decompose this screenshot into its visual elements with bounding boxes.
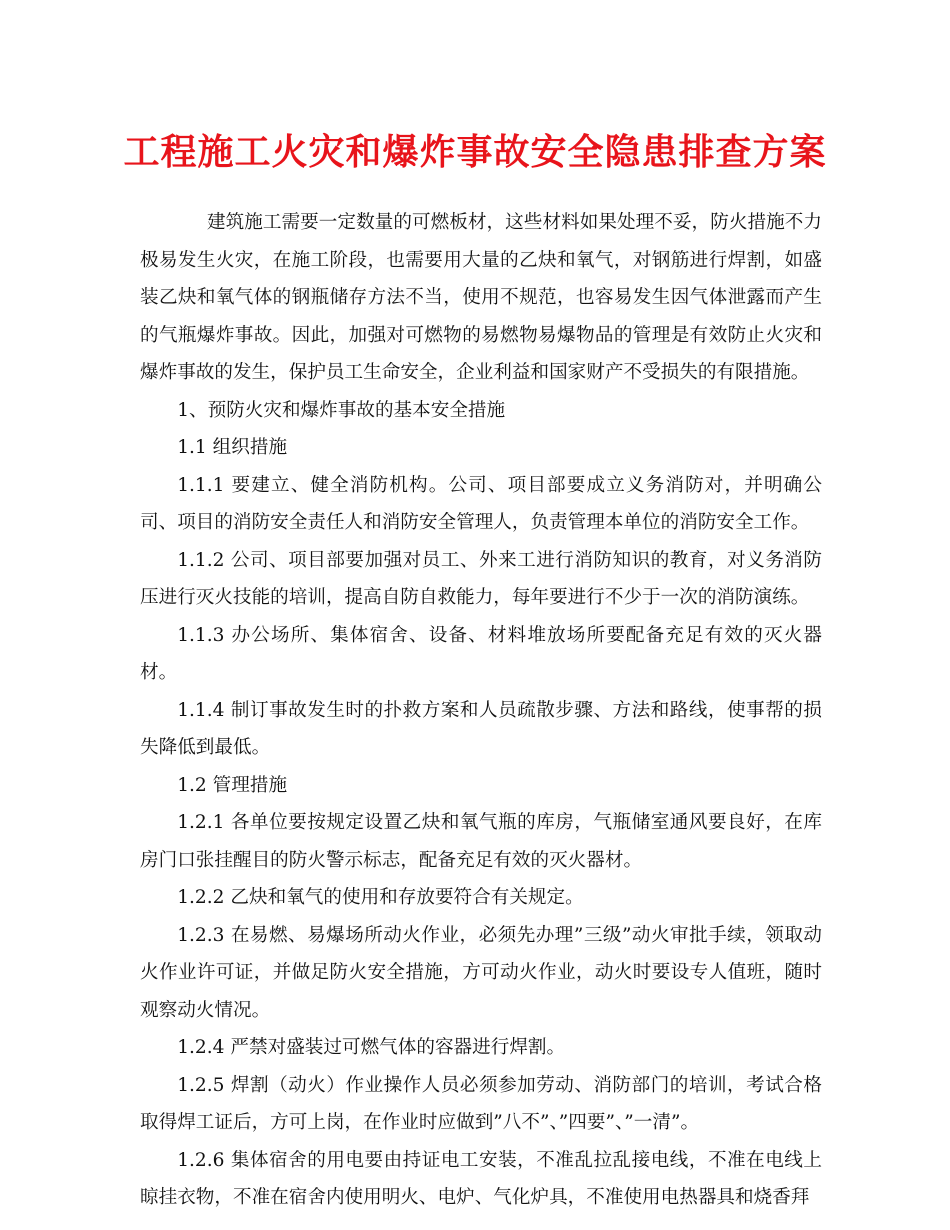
clause-1-2-2: 1.2.2 乙炔和氧气的使用和存放要符合有关规定。 (177, 887, 584, 908)
clause-1-2-1: 1.2.1 各单位要按规定设置乙炔和氧气瓶的库房，气瓶储室通风要良好，在库房门口张挂醒目的防火警示标志，配备充足有效的灭火器材。 (140, 812, 822, 871)
clause-1-2-3: 1.2.3 在易燃、易爆场所动火作业，必须先办理”三级”动火审批手续，领取动火作业许可证，并做足防火安全措施，方可动火作业，动火时要设专人值班，随时观察动火情况。 (140, 924, 822, 1021)
section-heading-1: 1、预防火灾和爆炸事故的基本安全措施 (177, 399, 506, 421)
clause-1-1-4: 1.1.4 制订事故发生时的扑救方案和人员疏散步骤、方法和路线，使事帮的损失降低到最低。 (140, 699, 822, 758)
clause-1-1-3: 1.1.3 办公场所、集体宿舍、设备、材料堆放场所要配备充足有效的灭火器材。 (140, 624, 822, 683)
clause-1-2-6: 1.2.6 集体宿舍的用电要由持证电工安装，不准乱拉乱接电线，不准在电线上晾挂衣物，不准在宿舍内使用明火、电炉、气化炉具，不准使用电热器具和烧香拜 (140, 1149, 822, 1208)
document-title: 工程施工火灾和爆炸事故安全隐患排查方案 (123, 131, 827, 173)
subsection-heading-1-2: 1.2 管理措施 (177, 774, 288, 796)
clause-1-1-2: 1.1.2 公司、项目部要加强对员工、外来工进行消防知识的教育，对义务消防压进行灭火技能的培训，提高自防自救能力，每年要进行不少于一次的消防演练。 (140, 549, 822, 608)
subsection-heading-1-1: 1.1 组织措施 (177, 437, 288, 458)
document-body (140, 204, 822, 1217)
clause-1-2-4: 1.2.4 严禁对盛装过可燃气体的容器进行焊割。 (177, 1037, 566, 1058)
clause-1-2-5: 1.2.5 焊割（动火）作业操作人员必须参加劳动、消防部门的培训，考试合格取得焊工证后，方可上岗，在作业时应做到”八不”、”四要”、”一清”。 (140, 1074, 822, 1133)
intro-paragraph: 建筑施工需要一定数量的可燃板材，这些材料如果处理不妥，防火措施不力极易发生火灾，在施工阶段，也需要用大量的乙炔和氧气，对钢筋进行焊割，如盛装乙炔和氧气体的钢瓶储存方法不当，使用不规范，也容易发生因气体泄露而产生的气瓶爆炸事故。因此，加强对可燃物的易燃物易爆物品的管理是有效防止火灾和爆炸事故的发生，保护员工生命安全，企业利益和国家财产不受损失的有限措施。 (140, 212, 822, 383)
clause-1-1-1: 1.1.1 要建立、健全消防机构。公司、项目部要成立义务消防对，并明确公司、项目的消防安全责任人和消防安全管理人，负责管理本单位的消防安全工作。 (140, 474, 822, 533)
